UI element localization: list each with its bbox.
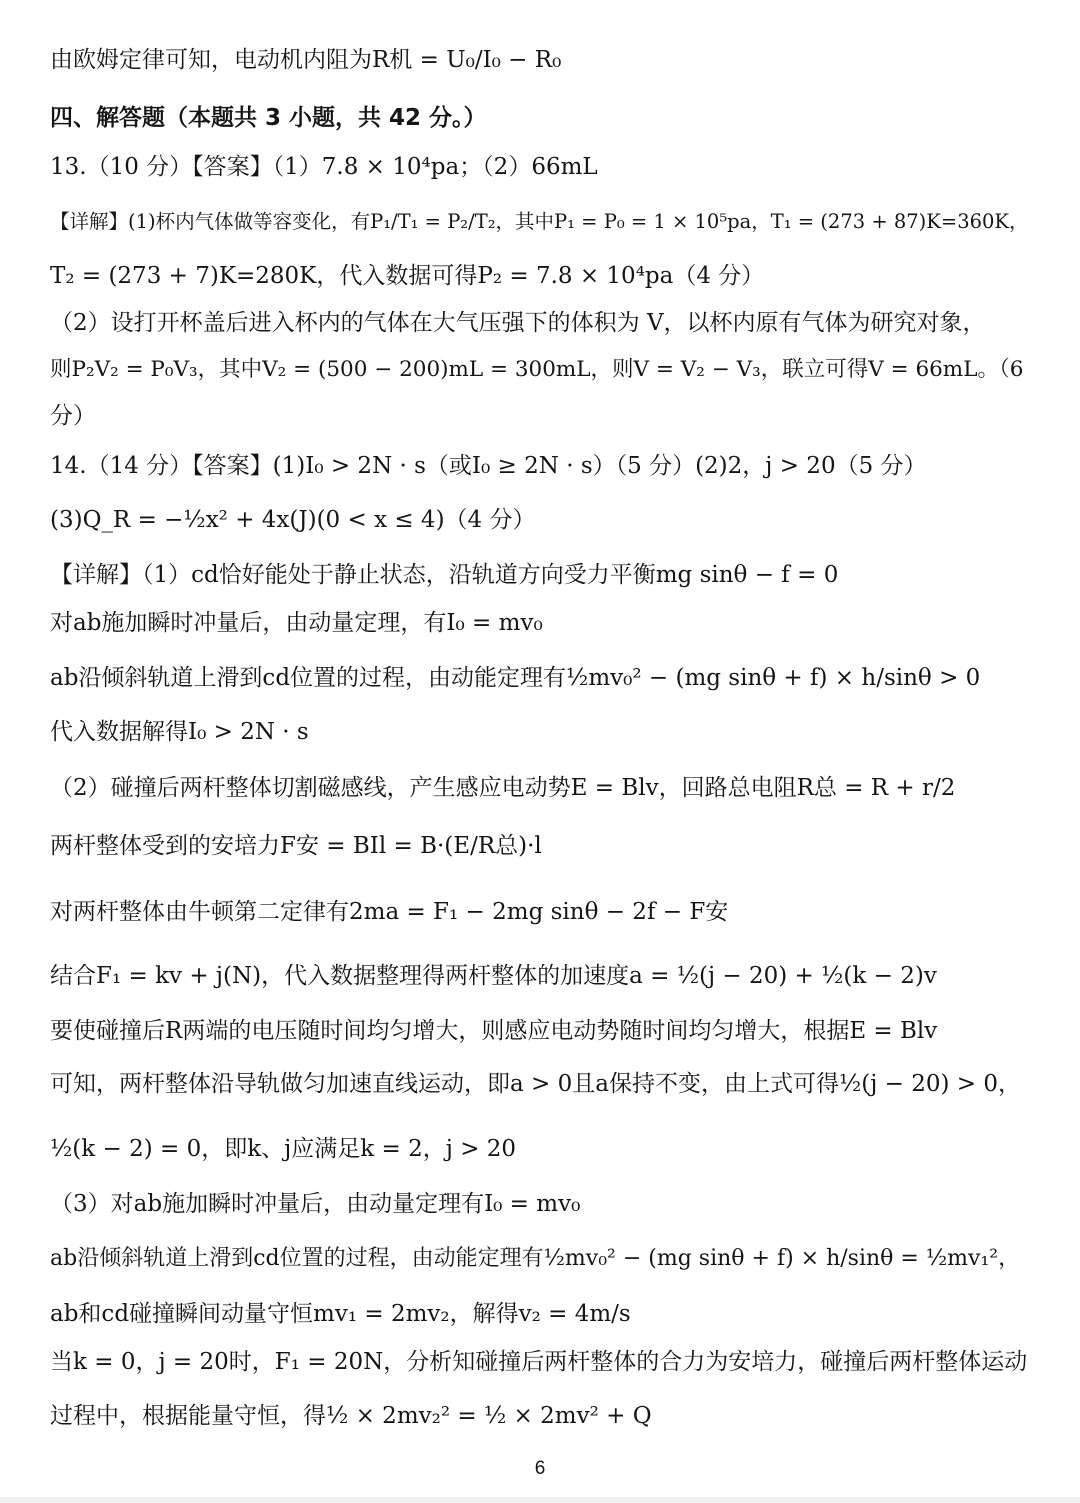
- doc-line: （3）对ab施加瞬时冲量后，由动量定理有I₀ = mv₀: [50, 1191, 581, 1217]
- doc-line: 过程中，根据能量守恒，得½ × 2mv₂² = ½ × 2mv² + Q: [50, 1403, 652, 1429]
- doc-line: 代入数据解得I₀ > 2N · s: [50, 719, 309, 745]
- doc-line: ab沿倾斜轨道上滑到cd位置的过程，由动能定理有½mv₀² − (mg sinθ + f) × h/sinθ = ½mv₁²，: [50, 1246, 1021, 1271]
- doc-line: （2）设打开杯盖后进入杯内的气体在大气压强下的体积为 V，以杯内原有气体为研究对象，: [50, 310, 986, 336]
- doc-line: 13.（10 分）【答案】（1）7.8 × 10⁴pa；（2）66mL: [50, 154, 598, 180]
- doc-line: 当k = 0，j = 20时，F₁ = 20N，分析知碰撞后两杆整体的合力为安培力，碰撞后两杆整体运动: [50, 1349, 1028, 1375]
- doc-line: 【详解】(1)杯内气体做等容变化，有P₁/T₁ = P₂/T₂，其中P₁ = P₀ = 1 × 10⁵pa，T₁ = (273 + 87)K=360K，: [50, 210, 1029, 233]
- doc-line: 两杆整体受到的安培力F安 = BIl = B·(E/R总)·l: [50, 833, 542, 859]
- doc-line: 分）: [50, 403, 96, 429]
- doc-line: （2）碰撞后两杆整体切割磁感线，产生感应电动势E = Blv，回路总电阻R总 = R + r/2: [50, 775, 956, 801]
- doc-line: 【详解】（1）cd恰好能处于静止状态，沿轨道方向受力平衡mg sinθ − f = 0: [50, 562, 839, 588]
- doc-line: 要使碰撞后R两端的电压随时间均匀增大，则感应电动势随时间均匀增大，根据E = Blv: [50, 1018, 938, 1044]
- doc-line: 结合F₁ = kv + j(N)，代入数据整理得两杆整体的加速度a = ½(j − 20) + ½(k − 2)v: [50, 963, 937, 989]
- doc-line: T₂ = (273 + 7)K=280K，代入数据可得P₂ = 7.8 × 10⁴pa（4 分）: [50, 263, 765, 289]
- doc-line: ab沿倾斜轨道上滑到cd位置的过程，由动能定理有½mv₀² − (mg sinθ + f) × h/sinθ > 0: [50, 665, 981, 691]
- doc-line: 由欧姆定律可知，电动机内阻为R机 = U₀/I₀ − R₀: [50, 47, 562, 73]
- doc-line: (3)Q_R = −½x² + 4x(J)(0 < x ≤ 4)（4 分）: [50, 507, 536, 533]
- doc-line: 对ab施加瞬时冲量后，由动量定理，有I₀ = mv₀: [50, 610, 543, 636]
- doc-line: ab和cd碰撞瞬间动量守恒mv₁ = 2mv₂，解得v₂ = 4m/s: [50, 1301, 631, 1327]
- doc-line: 14.（14 分）【答案】(1)I₀ > 2N · s（或I₀ ≥ 2N · s）（5 分）(2)2，j > 20（5 分）: [50, 453, 927, 479]
- bottom-divider: [0, 1497, 1080, 1503]
- section-heading: 四、解答题（本题共 3 小题，共 42 分。）: [50, 105, 487, 131]
- doc-line: 可知，两杆整体沿导轨做匀加速直线运动，即a > 0且a保持不变，由上式可得½(j − 20) > 0，: [50, 1071, 1022, 1097]
- doc-line: 对两杆整体由牛顿第二定律有2ma = F₁ − 2mg sinθ − 2f − F安: [50, 899, 729, 925]
- page-number: 6: [534, 1458, 546, 1479]
- doc-line: ½(k − 2) = 0，即k、j应满足k = 2，j > 20: [50, 1136, 517, 1162]
- doc-line: 则P₂V₂ = P₀V₃，其中V₂ = (500 − 200)mL = 300mL，则V = V₂ − V₃，联立可得V = 66mL。（6: [50, 357, 1024, 382]
